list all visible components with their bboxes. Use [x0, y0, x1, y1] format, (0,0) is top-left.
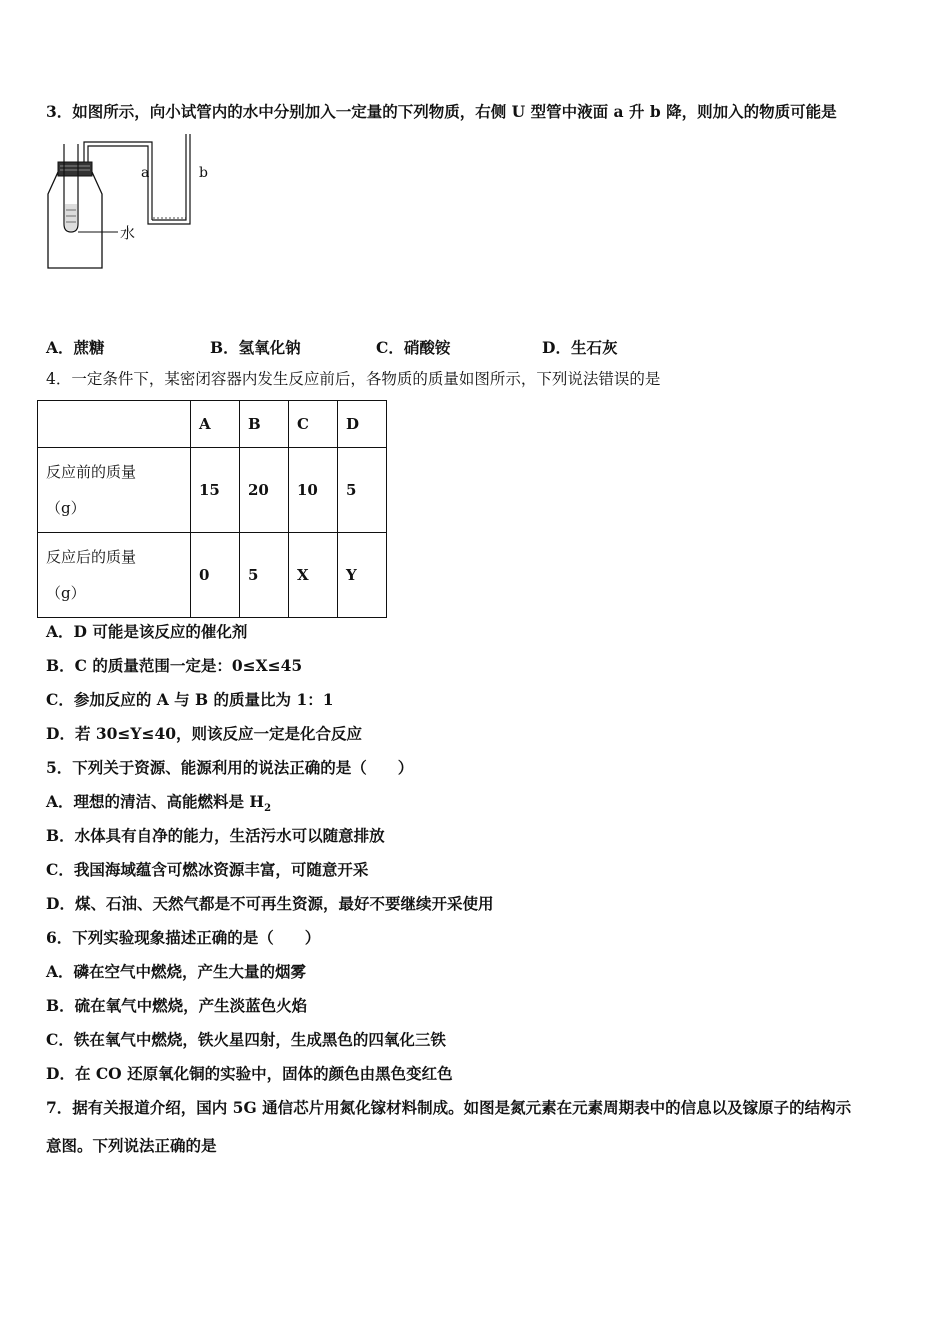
table-cell: 20	[240, 448, 289, 533]
q3-label-b: b	[199, 165, 208, 181]
q3-option-d: D．生石灰	[542, 338, 618, 357]
row-label-text: 反应后的质量	[46, 548, 137, 566]
table-header-row	[38, 401, 387, 448]
table-cell: 5	[338, 448, 387, 533]
row-label-text: 反应前的质量	[46, 463, 137, 481]
row-label	[38, 448, 191, 533]
table-cell: 0	[191, 533, 240, 618]
table-header-cell: C	[289, 401, 338, 448]
table-row	[38, 533, 387, 618]
q4-option-b: B．C 的质量范围一定是：0≤X≤45	[46, 656, 303, 675]
q6-option-c: C．铁在氧气中燃烧，铁火星四射，生成黑色的四氧化三铁	[46, 1030, 446, 1049]
q4-option-c: C．参加反应的 A 与 B 的质量比为 1：1	[46, 690, 334, 709]
q4-stem: 4．一定条件下，某密闭容器内发生反应前后，各物质的质量如图所示，下列说法错误的是	[46, 370, 661, 388]
q4-option-a: A．D 可能是该反应的催化剂	[46, 622, 248, 641]
q6-stem: 6．下列实验现象描述正确的是（ ）	[46, 928, 321, 947]
table-cell: Y	[338, 533, 387, 618]
table-header-cell: B	[240, 401, 289, 448]
q7-stem-line1: 7．据有关报道介绍，国内 5G 通信芯片用氮化镓材料制成。如图是氮元素在元素周期表中的信息以及镓原子的结构示	[46, 1098, 852, 1117]
table-cell: X	[289, 533, 338, 618]
q4-mass-table	[37, 400, 387, 618]
q3-label-water: 水	[120, 224, 136, 242]
q3-option-a: A．蔗糖	[46, 338, 105, 357]
q3-option-c: C．硝酸铵	[376, 338, 451, 357]
q5-option-a	[46, 792, 271, 819]
table-header-cell: D	[338, 401, 387, 448]
q3-option-b: B．氢氧化钠	[210, 338, 301, 357]
table-row	[38, 448, 387, 533]
table-header-cell: A	[191, 401, 240, 448]
q6-option-b: B．硫在氧气中燃烧，产生淡蓝色火焰	[46, 996, 308, 1015]
q5-option-c: C．我国海域蕴含可燃冰资源丰富，可随意开采	[46, 860, 369, 879]
q5-option-a-text: A．理想的清洁、高能燃料是 H	[46, 792, 265, 811]
q5-option-b: B．水体具有自净的能力，生活污水可以随意排放	[46, 826, 385, 845]
q3-stem: 3．如图所示，向小试管内的水中分别加入一定量的下列物质，右侧 U 型管中液面 a 升 b 降，则加入的物质可能是	[46, 102, 837, 121]
table-header-cell	[38, 401, 191, 448]
row-label	[38, 533, 191, 618]
q5-option-d: D．煤、石油、天然气都是不可再生资源，最好不要继续开采使用	[46, 894, 494, 913]
table-cell: 5	[240, 533, 289, 618]
q3-label-a: a	[141, 165, 150, 181]
row-label-unit: （g）	[46, 499, 86, 517]
table-cell: 15	[191, 448, 240, 533]
q4-option-d: D．若 30≤Y≤40，则该反应一定是化合反应	[46, 724, 363, 743]
q3-apparatus-diagram	[40, 132, 220, 274]
q5-stem: 5．下列关于资源、能源利用的说法正确的是（ ）	[46, 758, 414, 777]
q7-stem-line2: 意图。下列说法正确的是	[46, 1136, 217, 1155]
q6-option-d: D．在 CO 还原氧化铜的实验中，固体的颜色由黑色变红色	[46, 1064, 453, 1083]
q6-option-a: A．磷在空气中燃烧，产生大量的烟雾	[46, 962, 307, 981]
row-label-unit: （g）	[46, 584, 86, 602]
q5-option-a-subscript: 2	[264, 803, 272, 815]
table-cell: 10	[289, 448, 338, 533]
